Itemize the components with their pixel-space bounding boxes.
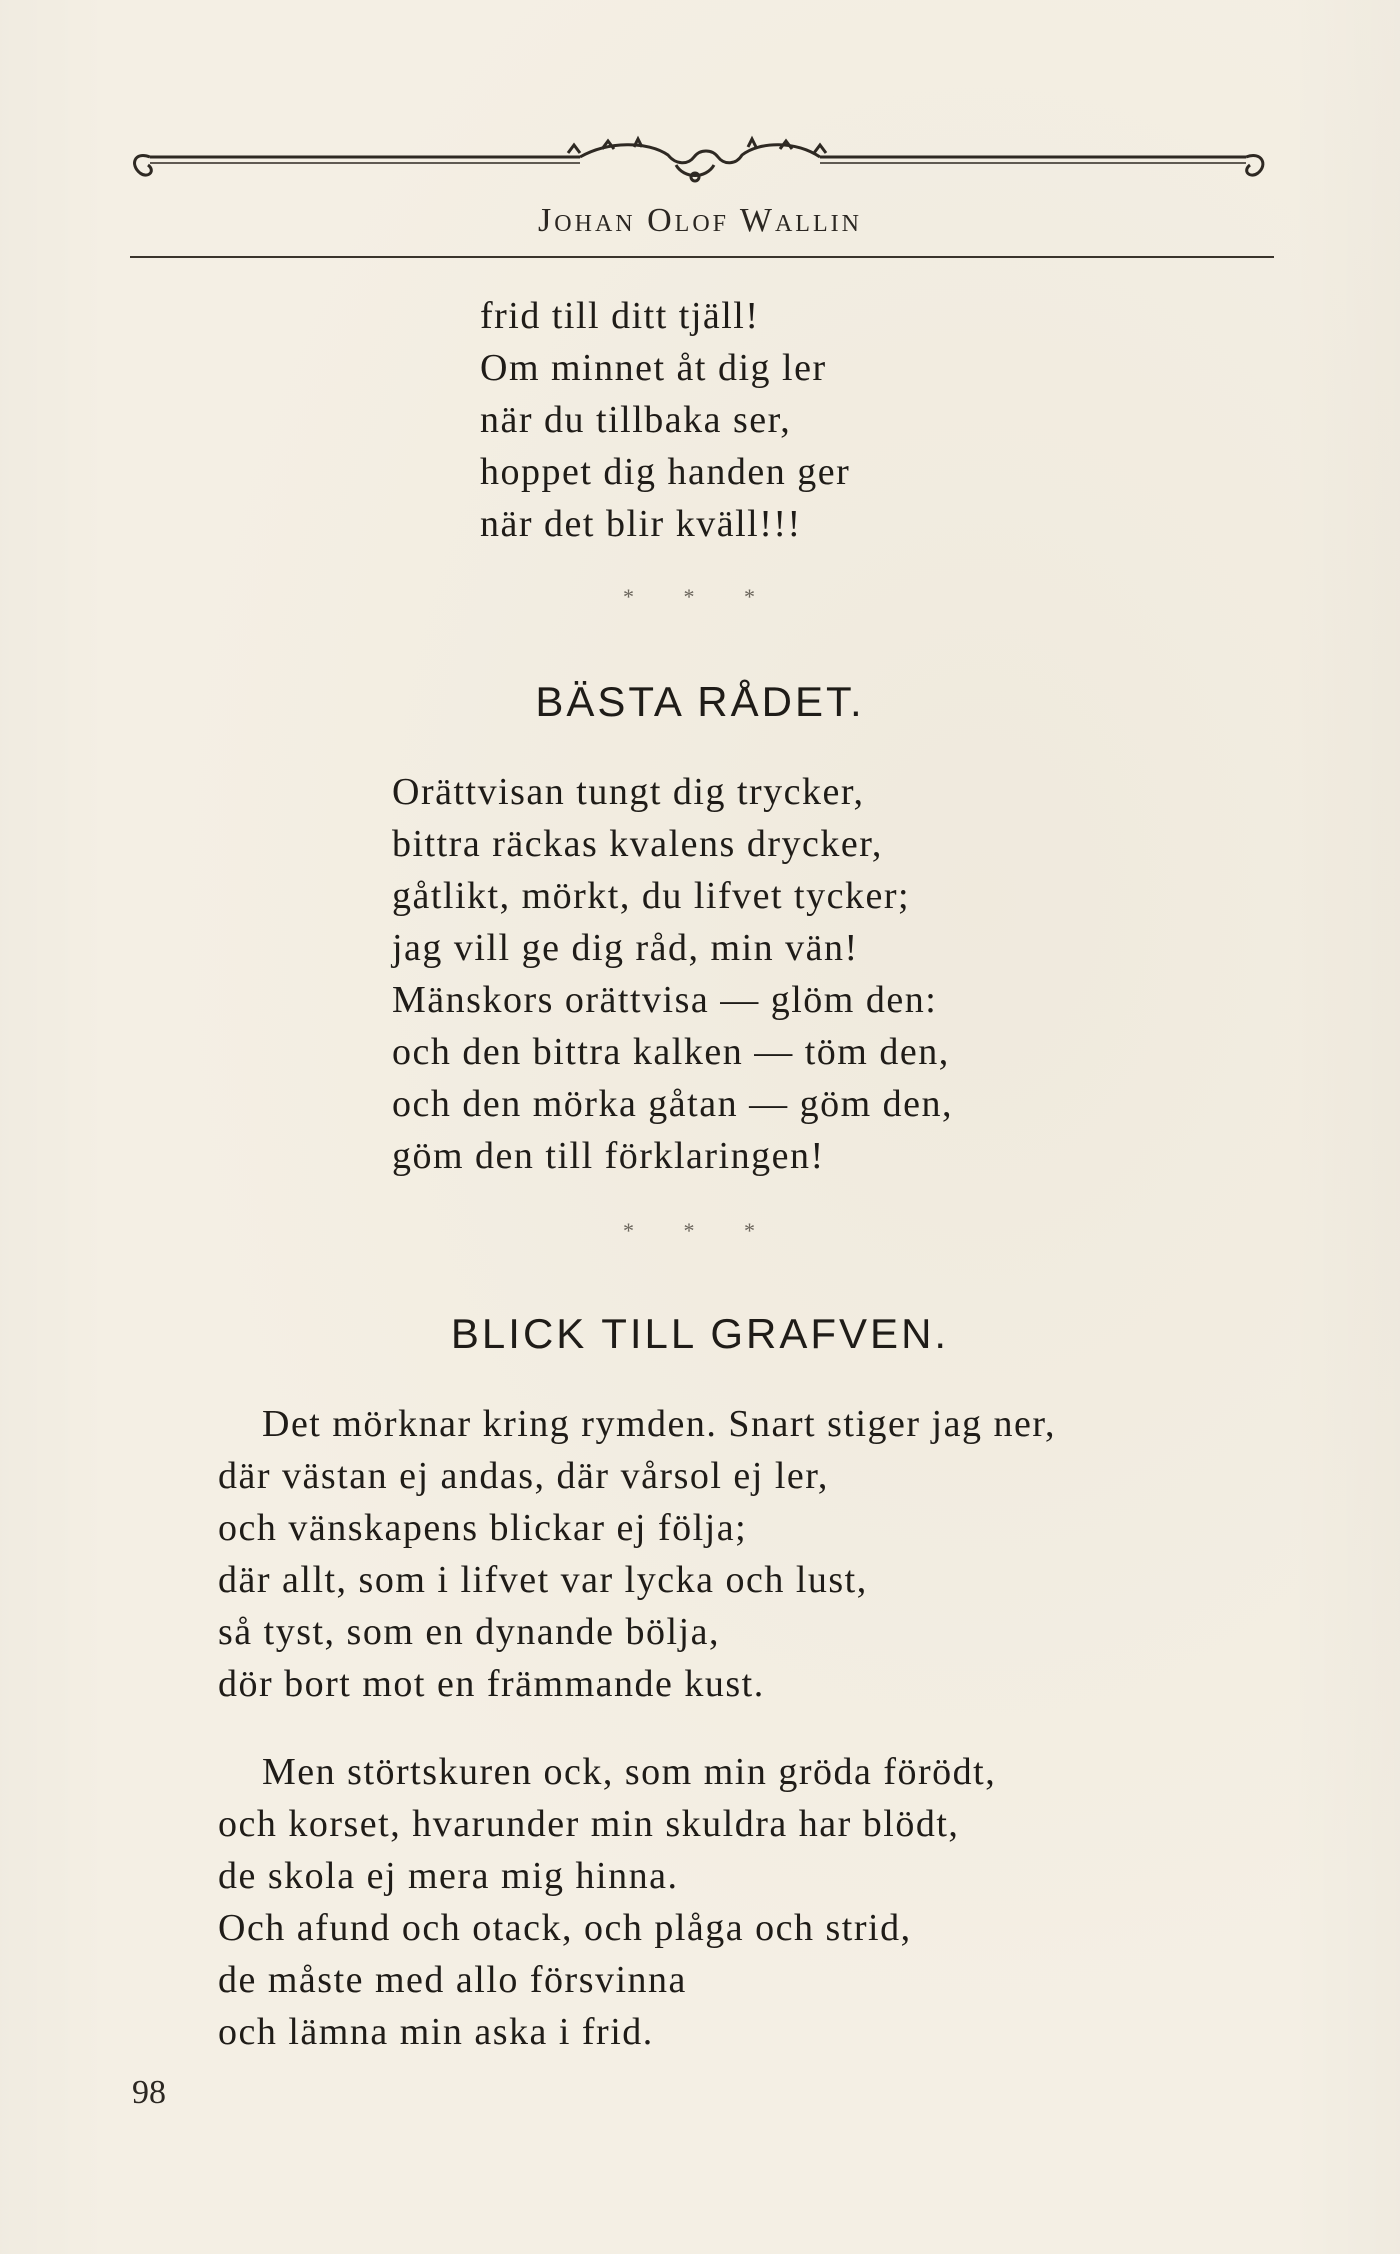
header-rule (130, 256, 1274, 258)
poem-stanza (392, 766, 953, 1182)
poem-line: Orättvisan tungt dig trycker, (392, 771, 865, 813)
poem-line: Men störtskuren ock, som min gröda förödt, (262, 1751, 997, 1793)
poem-title: BLICK TILL GRAFVEN. (450, 1310, 950, 1357)
poem-line: när du tillbaka ser, (480, 399, 792, 441)
poem-line: när det blir kväll!!! (480, 503, 802, 545)
poem-line: dör bort mot en främmande kust. (218, 1663, 765, 1705)
poem-line: bittra räckas kvalens drycker, (392, 823, 883, 865)
poem-line: hoppet dig handen ger (480, 451, 851, 493)
poem-title: BÄSTA RÅDET. (535, 678, 865, 725)
poem-line: där västan ej andas, där vårsol ej ler, (218, 1455, 829, 1497)
page-number: 98 (132, 2074, 166, 2111)
running-head: Johan Olof Wallin (538, 202, 862, 239)
poem-stanza (218, 1746, 996, 2058)
section-separator: * * * (623, 1218, 777, 1243)
poem-fragment-stanza (480, 290, 850, 550)
poem-line: Och afund och otack, och plåga och strid, (218, 1907, 912, 1949)
poem-line: de skola ej mera mig hinna. (218, 1855, 679, 1897)
poem-stanza (218, 1398, 1056, 1710)
section-separator: * * * (623, 584, 777, 609)
poem-line: och lämna min aska i frid. (218, 2011, 654, 2053)
poem-line: jag vill ge dig råd, min vän! (392, 927, 859, 969)
poem-line: frid till ditt tjäll! (480, 295, 760, 337)
poem-line: Mänskors orättvisa — glöm den: (392, 979, 938, 1021)
poem-line: Det mörknar kring rymden. Snart stiger jag ner, (262, 1403, 1056, 1445)
poem-line: och den mörka gåtan — göm den, (392, 1083, 954, 1125)
poem-line: där allt, som i lifvet var lycka och lust, (218, 1559, 868, 1601)
poem-line: gåtlikt, mörkt, du lifvet tycker; (392, 875, 911, 917)
poem-line: och den bittra kalken — töm den, (392, 1031, 950, 1073)
poem-line: och korset, hvarunder min skuldra har blödt, (218, 1803, 960, 1845)
decorative-header-ornament (128, 135, 1272, 195)
poem-line: och vänskapens blickar ej följa; (218, 1507, 748, 1549)
poem-line: Om minnet åt dig ler (480, 347, 827, 389)
poem-line: göm den till förklaringen! (392, 1135, 825, 1177)
poem-line: så tyst, som en dynande bölja, (218, 1611, 720, 1653)
poem-line: de måste med allo försvinna (218, 1959, 687, 2001)
